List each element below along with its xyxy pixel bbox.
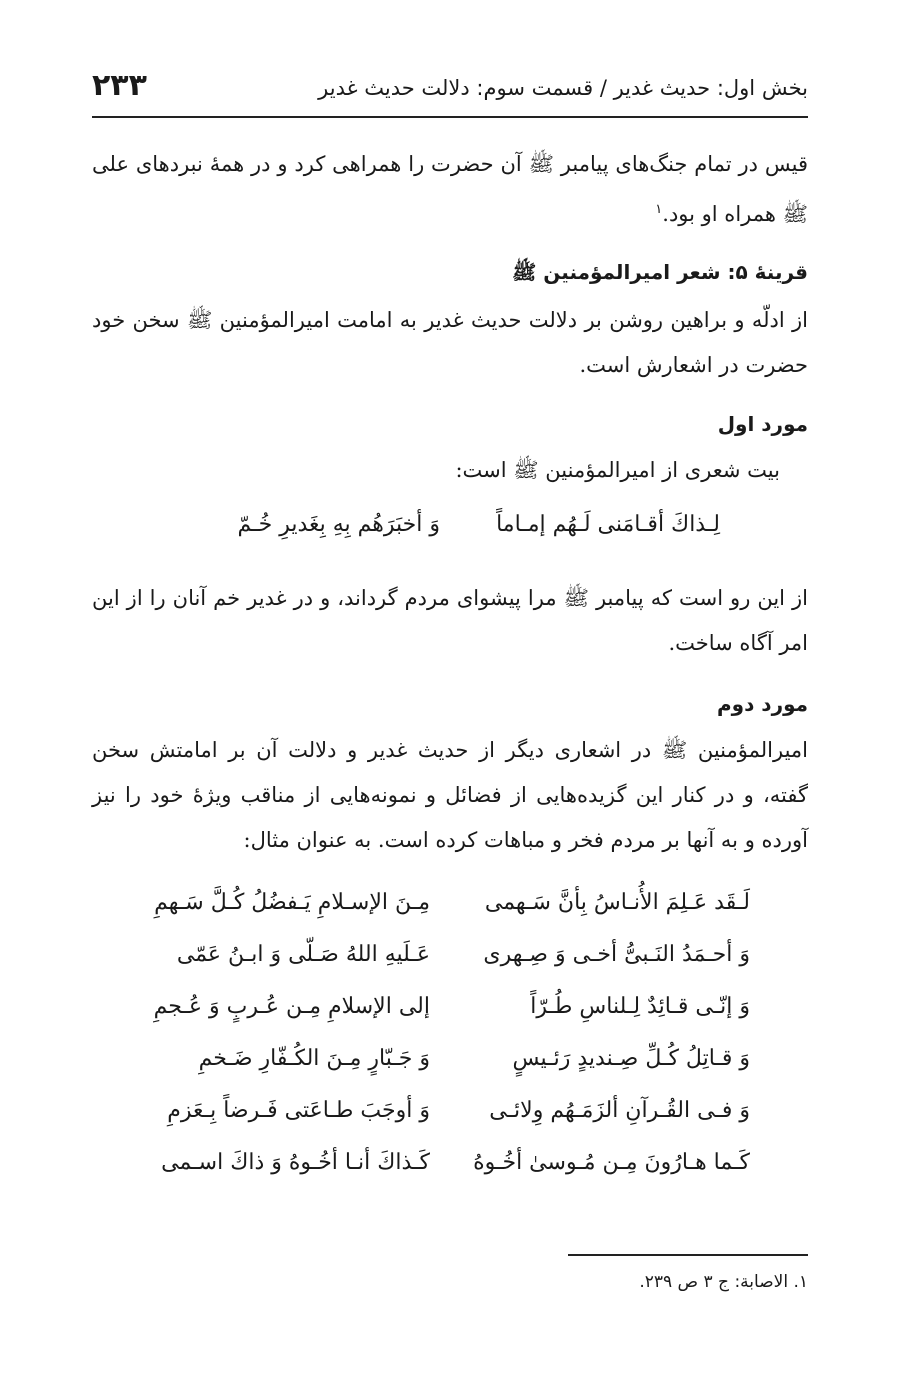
poem-line-5-left: وَ أوجَبَ طـاعَتی فَـرضاً بِـعَزمِ bbox=[167, 1098, 430, 1123]
paragraph-3: بیت شعری از امیرالمؤمنین ﷺ است: bbox=[455, 458, 780, 482]
paragraph-4: از این رو است که پیامبر ﷺ مرا پیشوای مردم گرداند، و در غدیر خم آنان را از این امر آگاه ساخت. bbox=[92, 586, 808, 655]
poem-line-3-left: إلی الإسلامِ مِـن عُـربٍ وَ عُـجمِ bbox=[153, 994, 430, 1019]
paragraph-5: امیرالمؤمنین ﷺ در اشعاری دیگر از حدیث غدیر و دلالت آن بر امامتش سخن گفته، و در کنار این گزیده‌هایی از فضائل و نمونه‌هایی از مناقب ویژهٔ خود را نیز آورده و به آنها بر مردم فخر و مباهات کرده است. به عنوان مثال: bbox=[92, 738, 808, 852]
footnote-divider bbox=[568, 1254, 808, 1256]
header-divider bbox=[92, 116, 808, 118]
poem-line-5-right: وَ فـی القُـرآنِ ألزَمَـهُم وِلائـی bbox=[489, 1098, 750, 1123]
poem-line-2-right: وَ أحـمَدُ النَـبیُّ أخـی وَ صِـهری bbox=[483, 942, 750, 967]
poem-line-6-left: کَـذاكَ أنـا أخُـوهُ وَ ذاكَ اسـمی bbox=[161, 1150, 430, 1175]
heading-second-case: مورد دوم bbox=[716, 692, 808, 716]
poem-line-1-left: مِـنَ الإسـلامِ یَـفضُلُ کُـلَّ سَـهمِ bbox=[154, 890, 430, 915]
page-number: ۲۳۳ bbox=[92, 68, 147, 103]
verse1-left: وَ أخبَرَهُم بِهِ بِغَدیرِ خُـمّ bbox=[237, 512, 440, 537]
poem-line-3-right: وَ إنّـی قـائِدٌ لِـلناسِ طُـرّاً bbox=[530, 994, 750, 1019]
poem-line-6-right: کَـما هـارُونَ مِـن مُـوسیٰ أخُـوهُ bbox=[473, 1150, 750, 1175]
heading-first-case: مورد اول bbox=[717, 412, 808, 436]
poem-line-4-left: وَ جَـبّارٍ مِـنَ الکُـفّارِ ضَـخمِ bbox=[198, 1046, 430, 1071]
poem-line-4-right: وَ قـاتِلُ کُـلِّ صِـندیدٍ رَئـیسٍ bbox=[512, 1046, 750, 1071]
page-header bbox=[92, 62, 808, 118]
poem-line-2-left: عَـلَیهِ اللهُ صَـلّی وَ ابـنُ عَمّی bbox=[176, 942, 430, 967]
verse1-right: لِـذاكَ أقـامَنی لَـهُم إمـاماً bbox=[496, 512, 720, 537]
footnote: ۱. الاصابة: ج ۳ ص ۲۳۹. bbox=[639, 1272, 808, 1292]
footnote-marker: ۱ bbox=[655, 202, 663, 217]
poem-line-1-right: لَـقَد عَـلِمَ الأُنـاسُ بِأنَّ سَـهمی bbox=[484, 890, 750, 915]
running-title: بخش اول: حدیث غدیر / قسمت سوم: دلالت حدیث غدیر bbox=[318, 76, 808, 100]
paragraph-1 bbox=[92, 142, 808, 237]
paragraph-2: از ادلّه و براهین روشن بر دلالت حدیث غدیر به امامت امیرالمؤمنین ﷺ سخن خود حضرت در اشعارش است. bbox=[92, 308, 808, 377]
heading-evidence-5: قرینهٔ ۵: شعر امیرالمؤمنین ﷺ bbox=[512, 260, 808, 284]
paragraph-1-text: قیس در تمام جنگ‌های پیامبر ﷺ آن حضرت را همراهی کرد و در همهٔ نبردهای علی ﷺ همراه او بود. bbox=[92, 152, 808, 226]
